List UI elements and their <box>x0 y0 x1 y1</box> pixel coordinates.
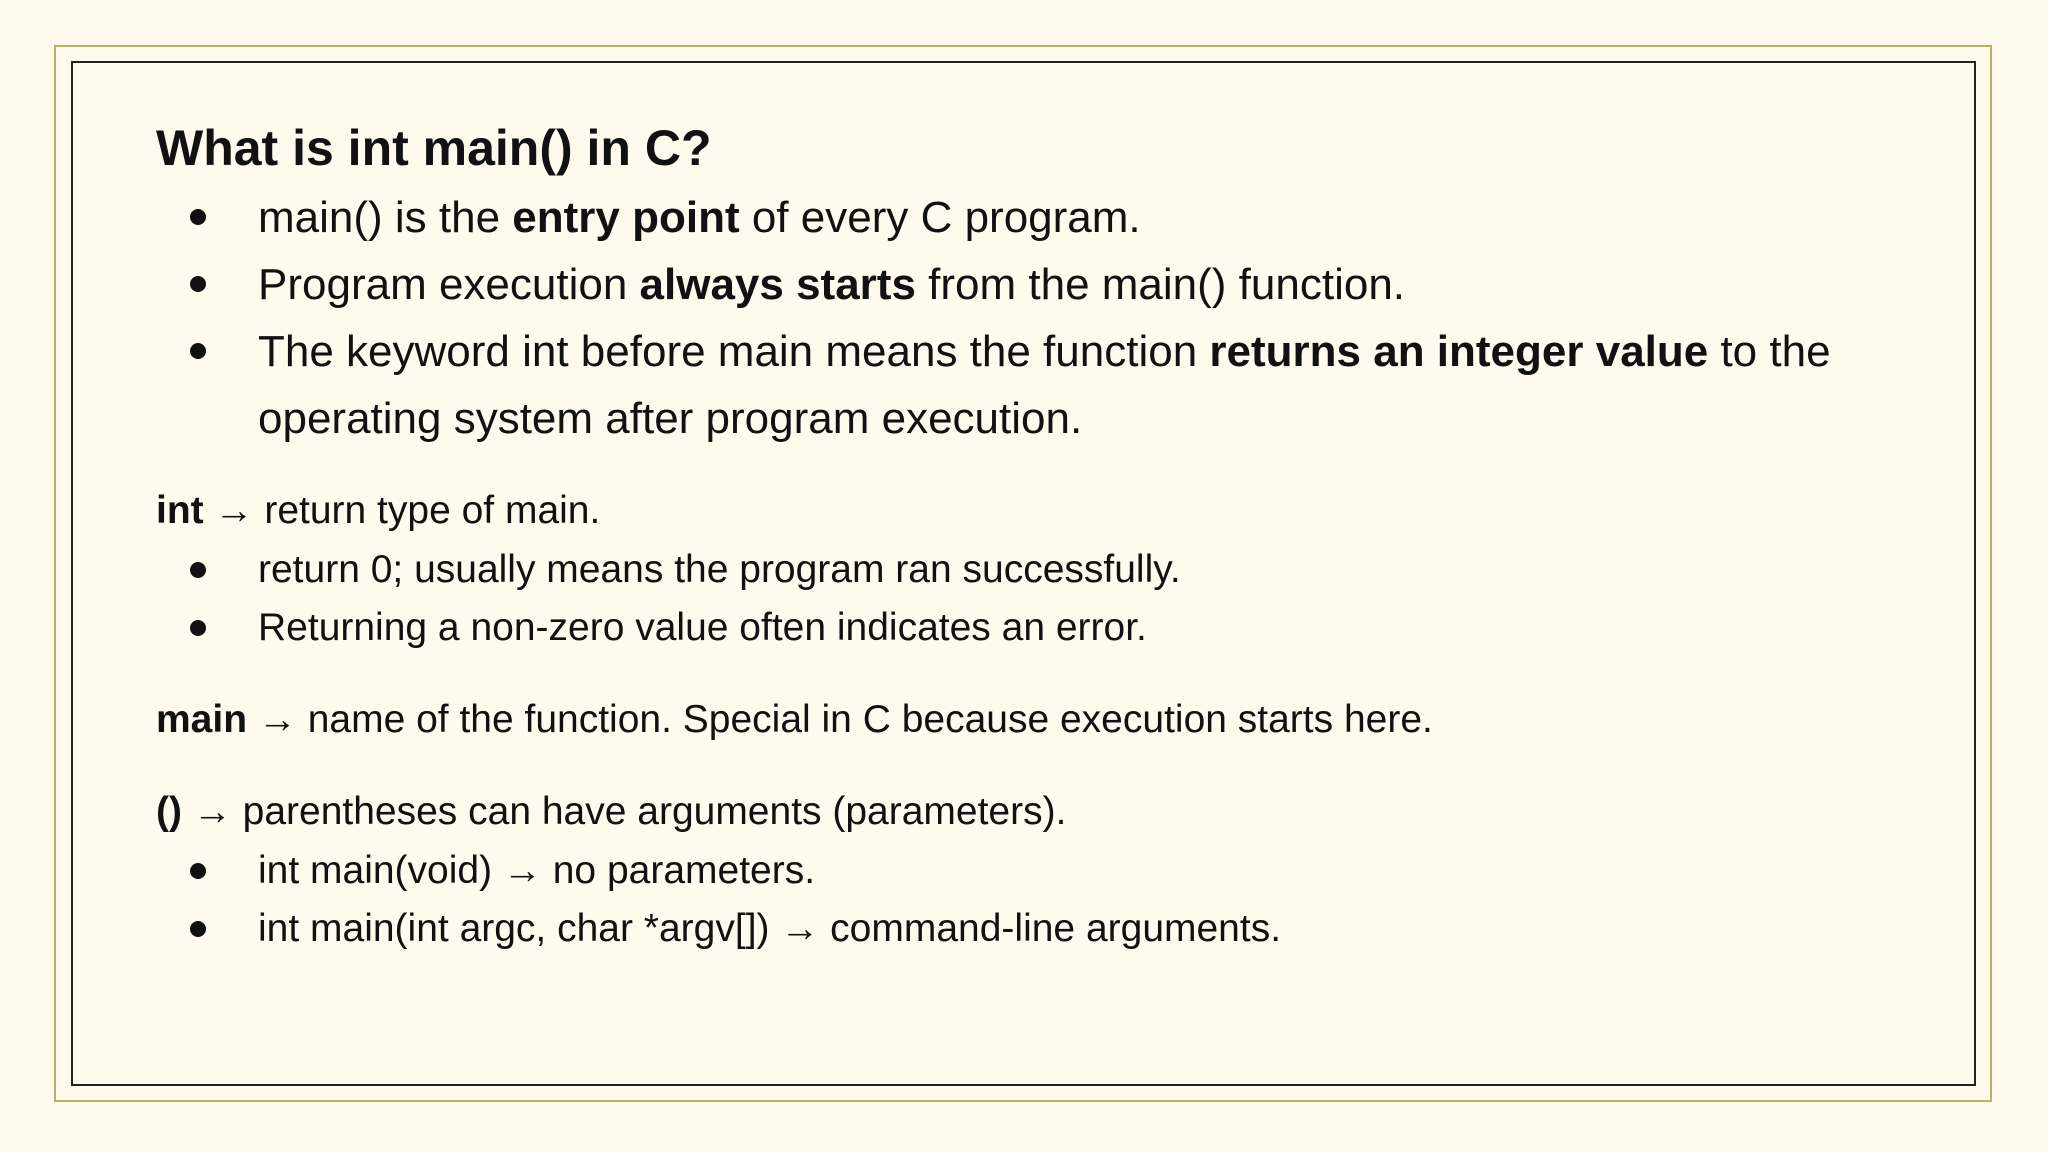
bullet-text-pre: The keyword int before main means the function <box>258 327 1210 376</box>
bullet-text-post: from the main() function. <box>915 260 1406 309</box>
bullet-text-pre: Program execution <box>258 260 640 309</box>
bullet-text: int main(int argc, char *argv[]) → command-line arguments. <box>258 907 1282 950</box>
bullet-text: Returning a non-zero value often indicates an error. <box>258 606 1147 649</box>
return-bullet-list <box>156 541 1896 657</box>
list-item <box>156 541 1896 599</box>
bullet-text-pre: main() is the <box>258 193 513 242</box>
bullet-text: return 0; usually means the program ran successfully. <box>258 548 1181 591</box>
paren-keyword: () <box>156 790 182 833</box>
slide-title: What is int main() in C? <box>156 120 712 176</box>
bullet-text: int main(void) → no parameters. <box>258 849 816 892</box>
bullet-icon <box>190 863 206 879</box>
list-item <box>156 900 1896 958</box>
bullet-text-bold: returns an integer value <box>1209 327 1709 376</box>
slide-content <box>156 112 1896 958</box>
bullet-icon <box>190 343 206 359</box>
main-description: → name of the function. Special in C because execution starts here. <box>247 698 1433 741</box>
bullet-icon <box>190 921 206 937</box>
bullet-icon <box>190 620 206 636</box>
intro-bullet-list <box>156 184 1896 452</box>
main-explanation <box>156 690 1896 750</box>
bullet-text-post: of every C program. <box>739 193 1141 242</box>
main-keyword: main <box>156 698 248 741</box>
paren-description: → parentheses can have arguments (parameters). <box>181 790 1067 833</box>
signature-bullet-list <box>156 842 1896 958</box>
list-item <box>156 251 1896 318</box>
list-item <box>156 842 1896 900</box>
list-item <box>156 184 1896 251</box>
bullet-icon <box>190 562 206 578</box>
list-item <box>156 318 1896 452</box>
bullet-text-bold: entry point <box>512 193 740 242</box>
paren-explanation <box>156 782 1896 842</box>
bullet-text-bold: always starts <box>639 260 916 309</box>
bullet-text-post: to the operating system after program execution. <box>258 327 1831 443</box>
list-item <box>156 599 1896 657</box>
bullet-icon <box>190 276 206 292</box>
int-description: → return type of main. <box>203 489 601 532</box>
int-explanation <box>156 481 1896 541</box>
bullet-icon <box>190 209 206 225</box>
int-keyword: int <box>156 489 204 532</box>
